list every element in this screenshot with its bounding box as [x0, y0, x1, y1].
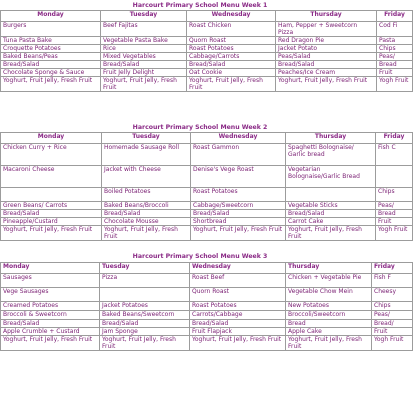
- menu-cell: Bread/Salad: [1, 61, 101, 69]
- menu-cell: Chips: [377, 45, 413, 53]
- menu-cell: Vegetable Pasta Bake: [101, 37, 187, 45]
- day-header-wednesday: Wednesday: [190, 263, 286, 274]
- day-header-row: [1, 133, 413, 144]
- menu-cell: Apple Cake: [286, 328, 372, 336]
- menu-cell: Jacket Potatoes: [100, 302, 190, 311]
- menu-cell: Bread/Salad: [190, 320, 286, 328]
- menu-row: [1, 45, 413, 53]
- menu-row: [1, 37, 413, 45]
- menu-cell: Bread/Salad: [191, 210, 286, 218]
- day-header-thursday: Thursday: [286, 133, 376, 144]
- menu-row: [1, 188, 413, 202]
- menu-cell: Tuna Pasta Bake: [1, 37, 101, 45]
- menu-row: [1, 210, 413, 218]
- menu-cell: Cabbage/Sweetcorn: [191, 202, 286, 210]
- menu-cell: Homemade Sausage Roll: [102, 144, 191, 166]
- menu-cell: Jam Sponge: [100, 328, 190, 336]
- menu-cell: Carrots/Cabbage: [190, 311, 286, 320]
- menu-cell: Bread/Salad: [1, 210, 102, 218]
- day-header-wednesday: Wednesday: [191, 133, 286, 144]
- menu-cell: Peaches/Ice Cream: [276, 69, 377, 77]
- menu-cell: Quorn Roast: [187, 37, 276, 45]
- menu-cell: [1, 188, 102, 202]
- day-header-tuesday: Tuesday: [100, 263, 190, 274]
- menu-cell: Baked Beans/Broccoli: [102, 202, 191, 210]
- menu-cell: Bread/Salad: [101, 61, 187, 69]
- day-header-friday: Friday: [377, 11, 413, 22]
- menu-cell: Yoghurt, Fruit Jelly, Fresh Fruit: [100, 336, 190, 351]
- menu-cell: Vegetable Chow Mein: [286, 288, 372, 302]
- menu-cell: Baked Beans/Sweetcorn: [100, 311, 190, 320]
- menu-cell: Pineapple/Custard: [1, 218, 102, 226]
- day-header-monday: Monday: [1, 11, 101, 22]
- menu-cell: Yogh Fruit: [377, 77, 413, 92]
- menu-cell: Yogh Fruit: [376, 226, 413, 241]
- week2-menu-table: [0, 132, 413, 241]
- menu-cell: Chocolate Mousse: [102, 218, 191, 226]
- menu-cell: Roast Chicken: [187, 22, 276, 37]
- menu-cell: Chicken Curry + Rice: [1, 144, 102, 166]
- week2-title: Harcourt Primary School Menu Week 2: [132, 124, 268, 131]
- menu-cell: Ham, Pepper + Sweetcorn Pizza: [276, 22, 377, 37]
- menu-cell: Apple Crumble + Custard: [1, 328, 100, 336]
- menu-row: [1, 166, 413, 188]
- menu-row: [1, 336, 413, 351]
- menu-row: [1, 22, 413, 37]
- day-header-monday: Monday: [1, 133, 102, 144]
- menu-cell: Green Beans/ Carrots: [1, 202, 102, 210]
- menu-cell: Red Dragon Pie: [276, 37, 377, 45]
- day-header-thursday: Thursday: [286, 263, 372, 274]
- menu-cell: Chocolate Sponge & Sauce: [1, 69, 101, 77]
- menu-cell: Pasta: [377, 37, 413, 45]
- menu-row: [1, 302, 413, 311]
- menu-cell: Sausages: [1, 274, 100, 288]
- menu-cell: Vege Sausages: [1, 288, 100, 302]
- menu-cell: Quorn Roast: [190, 288, 286, 302]
- menu-cell: Broccoli & Sweetcorn: [1, 311, 100, 320]
- menu-cell: Roast Potatoes: [187, 45, 276, 53]
- menu-cell: Beef Fajitas: [101, 22, 187, 37]
- week1-menu-table: [0, 10, 413, 92]
- menu-cell: Pizza: [100, 274, 190, 288]
- menu-row: [1, 202, 413, 210]
- menu-cell: Fruit: [376, 218, 413, 226]
- menu-cell: Bread/Salad: [1, 320, 100, 328]
- menu-cell: [100, 288, 190, 302]
- menu-row: [1, 53, 413, 61]
- menu-cell: Bread/Salad: [286, 210, 376, 218]
- week3-menu-table: [0, 262, 413, 351]
- menu-row: [1, 61, 413, 69]
- menu-cell: Bread/: [372, 320, 413, 328]
- menu-cell: Fruit Jelly Delight: [101, 69, 187, 77]
- menu-cell: Bread/Salad: [187, 61, 276, 69]
- menu-cell: Shortbread: [191, 218, 286, 226]
- day-header-thursday: Thursday: [276, 11, 377, 22]
- menu-cell: Bread: [286, 320, 372, 328]
- menu-row: [1, 226, 413, 241]
- menu-cell: Yoghurt, Fruit Jelly, Fresh Fruit: [286, 336, 372, 351]
- menu-row: [1, 274, 413, 288]
- menu-cell: Roast Beef: [190, 274, 286, 288]
- menu-cell: Baked Beans/Peas: [1, 53, 101, 61]
- day-header-wednesday: Wednesday: [187, 11, 276, 22]
- menu-cell: Mixed Vegetables: [101, 53, 187, 61]
- day-header-tuesday: Tuesday: [101, 11, 187, 22]
- menu-cell: Peas/: [377, 53, 413, 61]
- day-header-row: [1, 263, 413, 274]
- menu-cell: Rice: [101, 45, 187, 53]
- menu-cell: Denise's Vege Roast: [191, 166, 286, 188]
- menu-cell: Fruit: [372, 328, 413, 336]
- menu-cell: Carrot Cake: [286, 218, 376, 226]
- menu-cell: Bread/Salad: [276, 61, 377, 69]
- menu-cell: Bread: [377, 61, 413, 69]
- day-header-tuesday: Tuesday: [102, 133, 191, 144]
- menu-cell: Yoghurt, Fruit Jelly, Fresh Fruit: [1, 226, 102, 241]
- menu-cell: Chicken + Vegetable Pie: [286, 274, 372, 288]
- menu-cell: Bread: [376, 210, 413, 218]
- menu-cell: Roast Potatoes: [191, 188, 286, 202]
- menu-cell: Spaghetti Bolognaise/ Garlic bread: [286, 144, 376, 166]
- menu-cell: Yoghurt, Fruit Jelly, Fresh Fruit: [1, 77, 101, 92]
- menu-cell: Burgers: [1, 22, 101, 37]
- menu-cell: Fish C: [376, 144, 413, 166]
- day-header-row: [1, 11, 413, 22]
- menu-cell: New Potatoes: [286, 302, 372, 311]
- menu-cell: Fruit Flapjack: [190, 328, 286, 336]
- menu-cell: Cheesy: [372, 288, 413, 302]
- menu-cell: Yoghurt, Fruit Jelly, Fresh Fruit: [190, 336, 286, 351]
- menu-cell: Roast Gammon: [191, 144, 286, 166]
- menu-cell: Fruit: [377, 69, 413, 77]
- menu-cell: Yoghurt, Fruit Jelly, Fresh Fruit: [1, 336, 100, 351]
- menu-row: [1, 328, 413, 336]
- menu-cell: Fish F: [372, 274, 413, 288]
- menu-cell: Cod Fi: [377, 22, 413, 37]
- week3-title: Harcourt Primary School Menu Week 3: [132, 253, 268, 260]
- menu-cell: Boiled Potatoes: [102, 188, 191, 202]
- menu-cell: Broccoli/Sweetcorn: [286, 311, 372, 320]
- menu-cell: [286, 188, 376, 202]
- menu-cell: Jacket with Cheese: [102, 166, 191, 188]
- day-header-friday: Friday: [376, 133, 413, 144]
- menu-cell: Yoghurt, Fruit Jelly, Fresh Fruit: [102, 226, 191, 241]
- menu-cell: Peas/: [376, 202, 413, 210]
- menu-cell: Oat Cookie: [187, 69, 276, 77]
- menu-cell: Creamed Potatoes: [1, 302, 100, 311]
- menu-cell: Vegetable Sticks: [286, 202, 376, 210]
- menu-row: [1, 144, 413, 166]
- menu-cell: Peas/Salad: [276, 53, 377, 61]
- menu-cell: Chips: [376, 188, 413, 202]
- menu-cell: Vegetarian Bolognaise/Garlic Bread: [286, 166, 376, 188]
- menu-cell: Yoghurt, Fruit Jelly, Fresh Fruit: [286, 226, 376, 241]
- day-header-friday: Friday: [372, 263, 413, 274]
- menu-cell: Bread/Salad: [102, 210, 191, 218]
- menu-cell: Roast Potatoes: [190, 302, 286, 311]
- menu-row: [1, 288, 413, 302]
- menu-row: [1, 77, 413, 92]
- menu-cell: Yoghurt, Fruit Jelly, Fresh Fruit: [276, 77, 377, 92]
- menu-cell: Bread/Salad: [100, 320, 190, 328]
- menu-cell: Macaroni Cheese: [1, 166, 102, 188]
- menu-cell: Yoghurt, Fruit Jelly, Fresh Fruit: [101, 77, 187, 92]
- menu-cell: Yoghurt, Fruit Jelly, Fresh Fruit: [191, 226, 286, 241]
- menu-row: [1, 320, 413, 328]
- week1-title: Harcourt Primary School Menu Week 1: [132, 2, 268, 9]
- day-header-monday: Monday: [1, 263, 100, 274]
- menu-cell: Cabbage/Carrots: [187, 53, 276, 61]
- menu-cell: Chips: [372, 302, 413, 311]
- menu-cell: Jacket Potato: [276, 45, 377, 53]
- menu-cell: Yogh Fruit: [372, 336, 413, 351]
- menu-cell: Yoghurt, Fruit Jelly, Fresh Fruit: [187, 77, 276, 92]
- menu-cell: Peas/: [372, 311, 413, 320]
- menu-row: [1, 218, 413, 226]
- menu-cell: Croquette Potatoes: [1, 45, 101, 53]
- menu-row: [1, 69, 413, 77]
- menu-row: [1, 311, 413, 320]
- menu-cell: [376, 166, 413, 188]
